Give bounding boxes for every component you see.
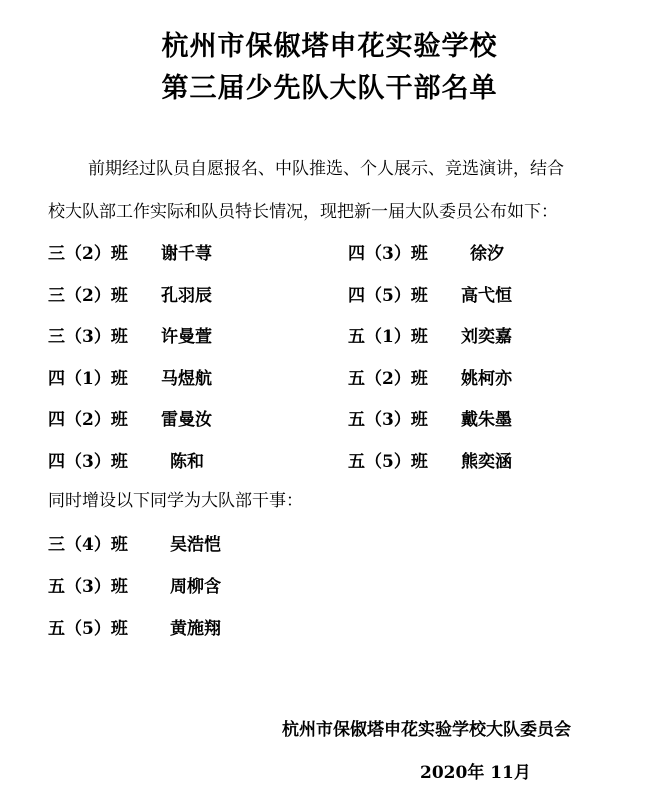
officers-note: 同时增设以下同学为大队部干事： [48, 491, 303, 511]
student-name: 徐汐 [470, 244, 504, 264]
class-label: 五（5）班 [348, 452, 428, 472]
student-name: 高弋恒 [461, 286, 512, 306]
class-label: 四（3）班 [348, 244, 428, 264]
signature-line: 杭州市保俶塔申花实验学校大队委员会 [282, 720, 571, 740]
student-name: 周柳含 [170, 577, 221, 597]
class-label: 五（3）班 [48, 577, 128, 597]
class-label: 五（3）班 [348, 410, 428, 430]
student-name: 孔羽辰 [161, 286, 212, 306]
intro-paragraph-line2: 校大队部工作实际和队员特长情况，现把新一届大队委员公布如下： [48, 202, 558, 222]
class-label: 三（2）班 [48, 286, 128, 306]
class-label: 五（2）班 [348, 369, 428, 389]
student-name: 戴朱墨 [461, 410, 512, 430]
student-name: 熊奕涵 [461, 452, 512, 472]
class-label: 四（2）班 [48, 410, 128, 430]
class-label: 五（5）班 [48, 619, 128, 639]
class-label: 四（1）班 [48, 369, 128, 389]
class-label: 三（4）班 [48, 535, 128, 555]
class-label: 四（3）班 [48, 452, 128, 472]
class-label: 五（1）班 [348, 327, 428, 347]
class-label: 四（5）班 [348, 286, 428, 306]
student-name: 吴浩恺 [170, 535, 221, 555]
class-label: 三（3）班 [48, 327, 128, 347]
student-name: 黄施翔 [170, 619, 221, 639]
document-title-line2: 第三届少先队大队干部名单 [161, 73, 498, 104]
student-name: 姚柯亦 [461, 369, 512, 389]
student-name: 谢千荨 [161, 244, 212, 264]
student-name: 陈和 [170, 452, 204, 472]
student-name: 马煜航 [161, 369, 212, 389]
student-name: 刘奕嘉 [461, 327, 512, 347]
class-label: 三（2）班 [48, 244, 128, 264]
document-title-line1: 杭州市保俶塔申花实验学校 [161, 31, 498, 62]
student-name: 雷曼汝 [161, 410, 212, 430]
date-line: 2020年 11月 [420, 763, 531, 783]
student-name: 许曼萱 [161, 327, 212, 347]
intro-paragraph-line1: 前期经过队员自愿报名、中队推选、个人展示、竞选演讲，结合 [88, 159, 564, 179]
